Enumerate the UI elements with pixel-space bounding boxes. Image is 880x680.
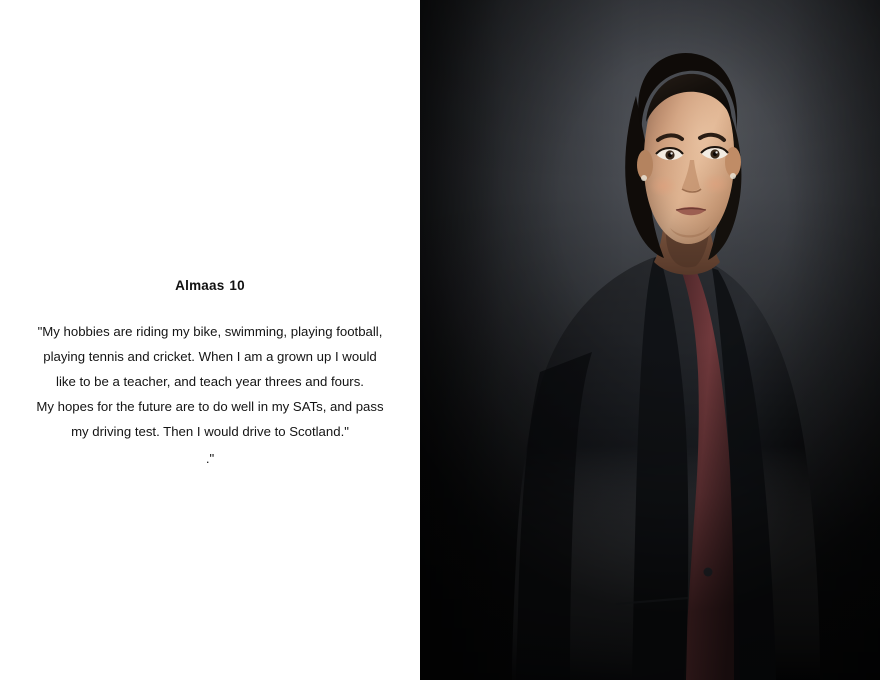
subject-name: Almaas [175,278,225,293]
caption-panel [0,0,420,680]
earring-right [730,173,736,179]
caption-block [0,278,420,471]
portrait-figure [420,0,880,680]
quote-text [0,319,420,471]
subject-heading [0,278,420,293]
quote-line: "My hobbies are riding my bike, swimming, playing football, [37,324,383,339]
quote-line: playing tennis and cricket. When I am a grown up I would [43,349,377,364]
cheek-left [649,175,677,197]
figure-torso [512,255,820,680]
jacket-button [704,568,713,577]
quote-tail: ." [205,451,215,466]
cheek-right [702,173,730,195]
quote-line: my driving test. Then I would drive to Scotland." [71,424,349,439]
quote-line: like to be a teacher, and teach year threes and fours. [56,374,364,389]
quote-line: My hopes for the future are to do well in my SATs, and pass [36,399,384,414]
subject-age: 10 [229,278,245,293]
earring-left [641,175,647,181]
portrait-photo [420,0,880,680]
